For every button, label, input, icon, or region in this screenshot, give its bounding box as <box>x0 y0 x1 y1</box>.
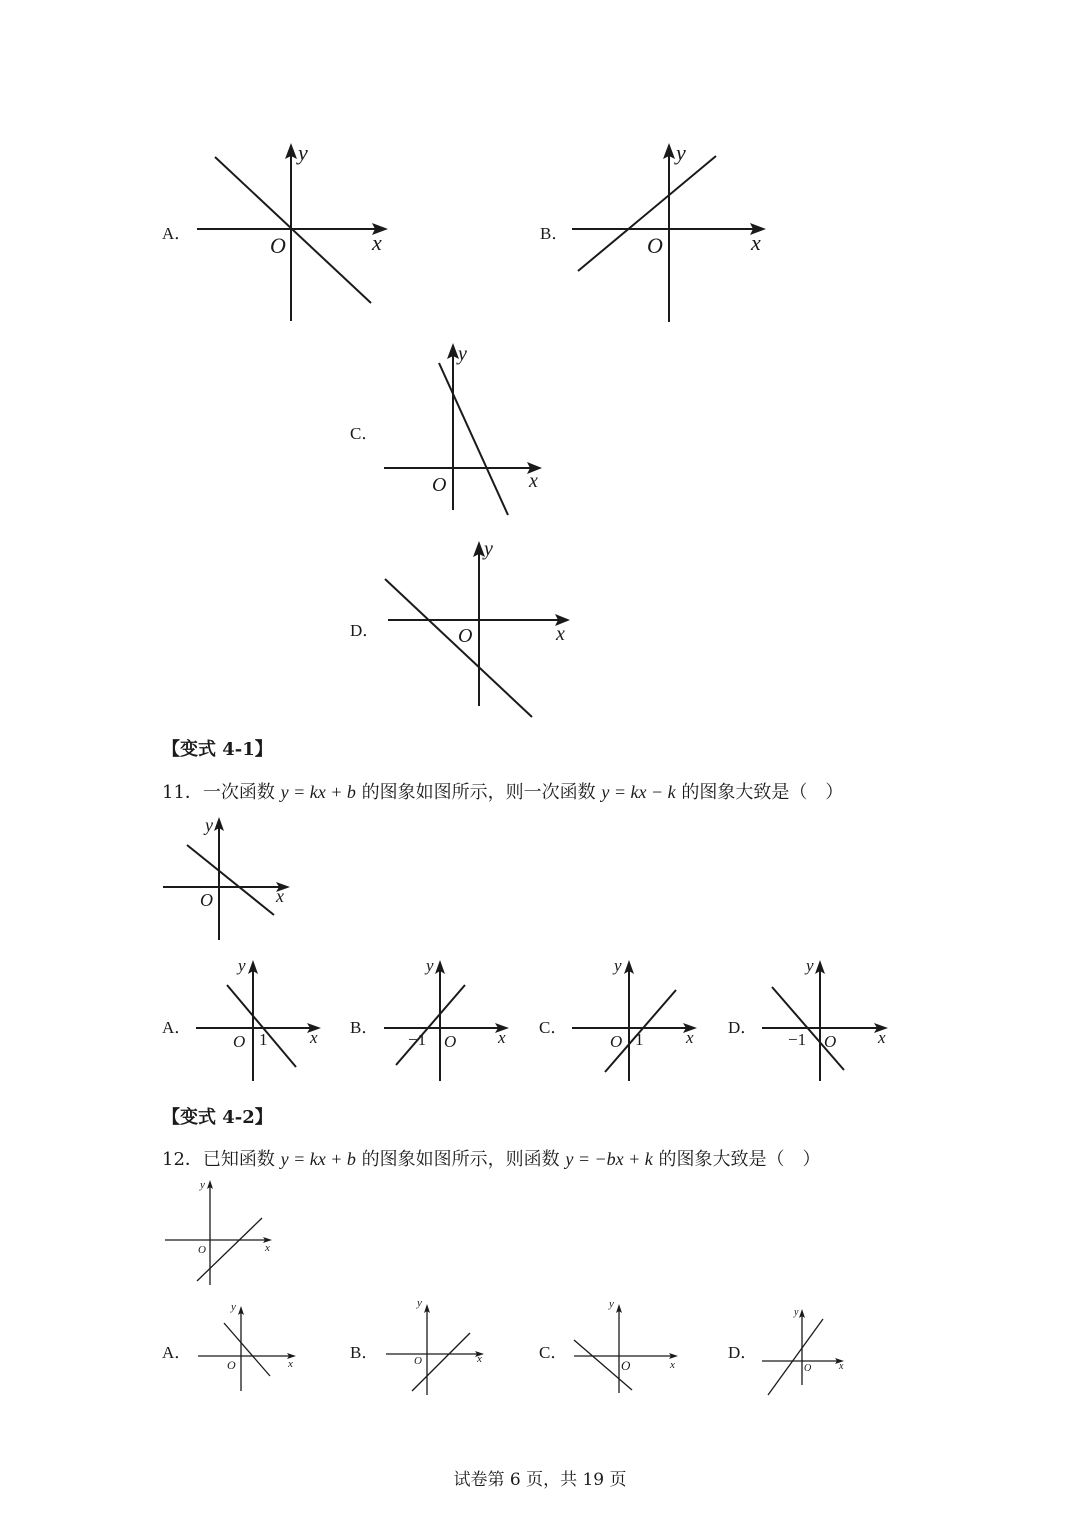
graph-top-c <box>384 343 542 515</box>
q12-option-d-graph <box>762 1307 844 1395</box>
variant-4-1-tag: 【变式 4-1】 <box>162 739 273 760</box>
x-axis-label: x <box>372 230 382 255</box>
q11-option-d-graph <box>762 956 888 1081</box>
x-axis-label: x <box>670 1359 675 1371</box>
function-line <box>396 985 465 1065</box>
option-a-label: A． <box>162 224 192 243</box>
q12-option-b-graph <box>386 1297 484 1395</box>
x-axis-label: x <box>751 230 761 255</box>
origin-label: O <box>610 1032 623 1051</box>
variant-4-2-tag: 【变式 4-2】 <box>162 1107 273 1128</box>
function-line <box>197 1218 262 1281</box>
q11-option-c-label: C． <box>539 1018 568 1037</box>
x-axis-label: x <box>556 623 565 645</box>
intercept-mark: −1 <box>788 1030 807 1049</box>
question-prefix: 已知函数 <box>202 1149 275 1170</box>
x-axis-label: x <box>477 1353 482 1365</box>
origin-label: O <box>458 625 473 647</box>
equation-2: y = kx − k <box>601 782 676 802</box>
function-line <box>768 1319 823 1395</box>
origin-label: O <box>621 1358 631 1373</box>
y-axis-label: y <box>614 956 622 975</box>
y-axis-label: y <box>484 538 493 560</box>
q11-option-a-graph <box>196 956 321 1081</box>
page-footer: 试卷第 6 页，共 19 页 <box>453 1470 627 1490</box>
question-prefix: 一次函数 <box>202 782 275 803</box>
question-mid: 的图象如图所示，则一次函数 <box>361 782 596 803</box>
option-c-label: C． <box>350 424 379 443</box>
y-axis-label: y <box>426 956 434 975</box>
x-axis-label: x <box>276 886 284 906</box>
intercept-mark: 1 <box>259 1030 268 1049</box>
x-axis-label: x <box>878 1028 886 1047</box>
q12-option-a-graph <box>198 1301 296 1391</box>
origin-label: O <box>444 1032 457 1051</box>
x-axis-label: x <box>686 1028 694 1047</box>
question-number: 11． <box>162 782 203 803</box>
option-d-label: D． <box>350 621 380 640</box>
y-axis-label: y <box>458 343 467 365</box>
origin-label: O <box>432 474 447 496</box>
graph-top-b <box>572 140 766 322</box>
q11-option-a-label: A． <box>162 1018 192 1037</box>
equation-1: y = kx + b <box>280 782 356 802</box>
q12-reference-graph <box>165 1179 272 1285</box>
y-axis-label: y <box>298 140 308 165</box>
equation-2: y = −bx + k <box>565 1149 653 1169</box>
q12-option-d-label: D． <box>728 1343 758 1362</box>
y-axis-label: y <box>417 1297 422 1309</box>
origin-label: O <box>200 890 213 910</box>
function-line <box>439 363 508 515</box>
origin-label: O <box>414 1355 422 1367</box>
question-11-text <box>162 778 843 804</box>
y-axis-label: y <box>794 1307 799 1318</box>
question-suffix: 的图象大致是（ ） <box>658 1149 821 1170</box>
origin-label: O <box>270 233 286 258</box>
question-suffix: 的图象大致是（ ） <box>681 782 844 803</box>
x-axis-label: x <box>529 470 538 492</box>
q12-option-c-label: C． <box>539 1343 568 1362</box>
y-axis-label: y <box>676 140 686 165</box>
function-line <box>385 579 532 717</box>
q12-option-b-label: B． <box>350 1343 379 1362</box>
q12-option-a-label: A． <box>162 1343 192 1362</box>
x-axis-label: x <box>265 1242 270 1254</box>
y-axis-label: y <box>200 1179 205 1191</box>
q11-option-d-label: D． <box>728 1018 758 1037</box>
q11-option-c-graph <box>572 956 697 1081</box>
question-12-text <box>162 1145 821 1171</box>
origin-label: O <box>227 1358 236 1372</box>
y-axis-label: y <box>205 815 213 835</box>
origin-label: O <box>198 1244 206 1256</box>
graph-top-d <box>385 538 570 717</box>
y-axis-label: y <box>609 1298 614 1310</box>
origin-label: O <box>824 1032 837 1051</box>
y-axis-label: y <box>806 956 814 975</box>
q11-option-b-label: B． <box>350 1018 379 1037</box>
question-number: 12． <box>162 1149 203 1170</box>
function-line <box>227 985 296 1067</box>
q12-option-c-graph <box>574 1298 678 1393</box>
x-axis-label: x <box>498 1028 506 1047</box>
y-axis-label: y <box>238 956 246 975</box>
intercept-mark: −1 <box>408 1030 427 1049</box>
q11-option-b-graph <box>384 956 509 1081</box>
q11-reference-graph <box>163 815 290 940</box>
origin-label: O <box>233 1032 246 1051</box>
intercept-mark: 1 <box>635 1030 644 1049</box>
x-axis-label: x <box>288 1358 293 1370</box>
x-axis-label: x <box>839 1361 844 1372</box>
option-b-label: B． <box>540 224 569 243</box>
graph-top-a <box>197 140 388 321</box>
y-axis-label: y <box>231 1301 236 1313</box>
question-mid: 的图象如图所示，则函数 <box>361 1149 560 1170</box>
equation-1: y = kx + b <box>280 1149 356 1169</box>
origin-label: O <box>647 233 663 258</box>
origin-label: O <box>804 1363 812 1374</box>
x-axis-label: x <box>310 1028 318 1047</box>
